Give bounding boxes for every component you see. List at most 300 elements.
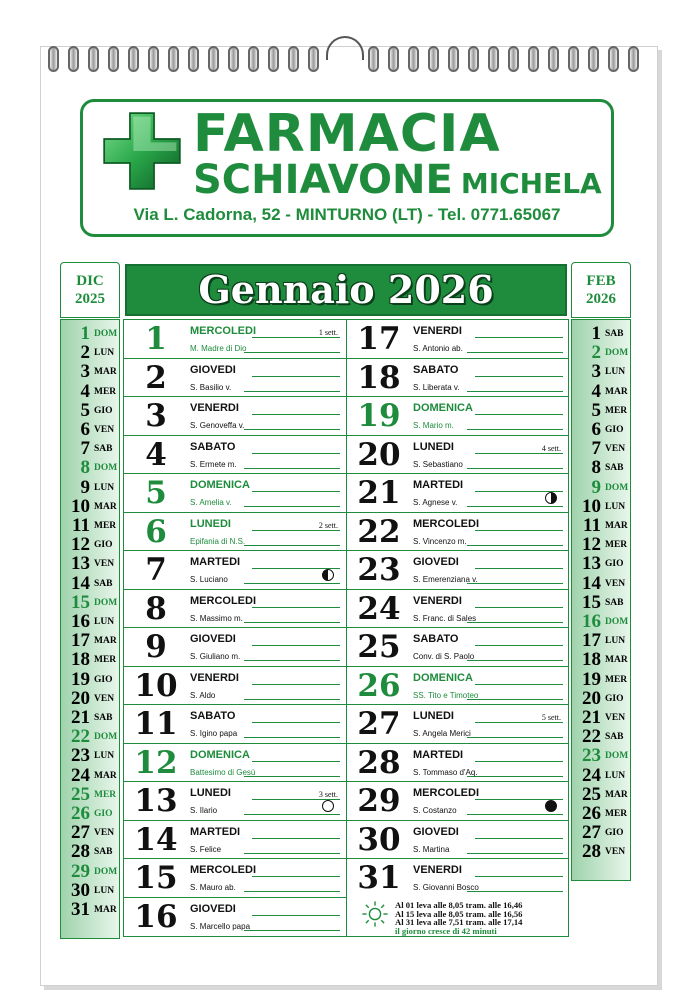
note-line <box>244 699 340 700</box>
month-title: Gennaio 2026 <box>198 267 494 312</box>
side-day-weekday: MER <box>605 540 628 551</box>
side-day-row <box>572 650 632 669</box>
side-day-row <box>572 458 632 477</box>
side-day-weekday: GIO <box>605 425 624 435</box>
binding-ring <box>528 46 539 72</box>
side-day-number: 24 <box>582 764 601 786</box>
side-day-number: 22 <box>71 726 90 748</box>
side-day-weekday: MER <box>94 655 117 666</box>
side-day-row <box>572 478 632 497</box>
day-row <box>347 397 569 436</box>
side-day-weekday: VEN <box>605 578 626 589</box>
day-saint: S. Mario m. <box>413 421 454 430</box>
day-row <box>347 513 569 552</box>
day-saint: S. Costanzo <box>413 806 457 815</box>
note-line <box>475 684 563 685</box>
note-line <box>467 776 563 777</box>
side-day-number: 16 <box>71 611 90 632</box>
day-row <box>124 474 346 513</box>
binding-ring <box>208 46 219 72</box>
note-line <box>252 684 340 685</box>
note-line <box>475 530 563 531</box>
day-weekday: VENERDI <box>413 594 462 607</box>
side-day-weekday: GIO <box>605 828 624 839</box>
side-day-weekday: GIO <box>94 540 113 551</box>
day-weekday: GIOVEDI <box>413 825 459 838</box>
day-saint: S. Ilario <box>190 806 218 815</box>
side-day-weekday: LUN <box>605 636 626 647</box>
side-day-row <box>61 900 121 919</box>
week-number: 2 sett. <box>316 521 338 530</box>
day-weekday: LUNEDI <box>413 440 454 453</box>
note-line <box>244 583 340 584</box>
side-day-row <box>61 343 121 362</box>
side-day-number: 28 <box>582 841 601 863</box>
side-day-weekday: MAR <box>605 521 628 531</box>
day-row <box>347 667 569 706</box>
note-line <box>467 429 563 430</box>
day-row <box>347 705 569 744</box>
month-title-bar <box>125 264 567 316</box>
side-day-weekday: SAB <box>605 463 624 474</box>
side-day-weekday: SAB <box>605 732 624 743</box>
side-day-weekday: MER <box>605 674 628 685</box>
side-day-row <box>572 497 632 516</box>
note-line <box>475 876 563 877</box>
note-line <box>244 660 340 661</box>
side-day-row <box>572 823 632 842</box>
side-day-weekday: DOM <box>605 348 629 359</box>
side-day-weekday: MAR <box>94 636 117 647</box>
day-number: 13 <box>134 783 178 819</box>
sun-line-1: Al 01 leva alle 8,05 tram. alle 16,46 <box>395 900 523 910</box>
day-saint: Battesimo di Gesù <box>190 767 256 777</box>
note-line <box>244 814 340 815</box>
side-day-number: 2 <box>80 342 90 364</box>
note-line <box>244 506 340 507</box>
day-row <box>347 320 569 359</box>
side-day-weekday: GIO <box>605 693 624 704</box>
side-day-number: 23 <box>582 745 601 767</box>
note-line <box>252 337 340 338</box>
day-weekday: MERCOLEDI <box>190 864 256 876</box>
day-weekday: VENERDI <box>413 864 462 876</box>
day-weekday: MERCOLEDI <box>190 594 256 607</box>
side-day-weekday: MER <box>94 789 117 800</box>
side-day-number: 2 <box>591 342 601 364</box>
side-day-number: 14 <box>71 572 90 594</box>
day-saint: Epifania di N.S. <box>190 536 246 546</box>
side-day-row <box>572 401 632 420</box>
binding-ring <box>48 46 59 72</box>
note-line <box>252 530 340 531</box>
note-line <box>475 607 563 608</box>
day-number: 29 <box>357 783 401 819</box>
day-number: 25 <box>357 629 401 665</box>
side-day-weekday: SAB <box>605 329 624 339</box>
pharmacy-header <box>80 99 614 237</box>
note-line <box>467 545 563 546</box>
day-saint: S. Martina <box>413 844 450 854</box>
side-day-weekday: LUN <box>94 617 115 627</box>
side-day-number: 16 <box>582 611 601 632</box>
side-day-number: 20 <box>71 687 90 709</box>
binding-ring <box>308 46 319 72</box>
days-column-right <box>347 320 570 936</box>
side-day-row <box>572 439 632 458</box>
day-number: 17 <box>357 321 401 357</box>
side-day-weekday: MAR <box>605 386 628 397</box>
note-line <box>467 814 563 815</box>
day-row <box>124 782 346 821</box>
side-day-number: 6 <box>80 419 90 440</box>
day-weekday: DOMENICA <box>413 402 473 414</box>
side-day-weekday: SAB <box>94 444 113 455</box>
day-number: 18 <box>357 359 401 396</box>
day-row <box>347 590 569 629</box>
day-row <box>347 628 569 667</box>
binding-ring <box>148 46 159 72</box>
day-weekday: MERCOLEDI <box>413 787 479 799</box>
side-day-number: 1 <box>80 323 90 344</box>
side-day-weekday: LUN <box>94 348 115 359</box>
binding-ring <box>188 46 199 72</box>
day-number: 8 <box>145 590 167 627</box>
side-day-number: 4 <box>591 380 601 402</box>
side-day-weekday: MAR <box>94 905 117 915</box>
side-day-number: 19 <box>71 668 90 690</box>
side-day-number: 8 <box>80 457 90 479</box>
binding-ring <box>588 46 599 72</box>
sun-times <box>395 901 522 935</box>
side-day-weekday: GIO <box>94 674 113 685</box>
side-day-weekday: VEN <box>605 713 626 723</box>
day-saint: S. Franc. di Sales <box>413 613 477 623</box>
day-weekday: VENERDI <box>190 671 239 684</box>
day-row <box>124 551 346 590</box>
moon-first-icon <box>545 492 557 504</box>
day-number: 10 <box>134 667 178 704</box>
day-number: 24 <box>357 590 401 627</box>
owner-surname: SCHIAVONE <box>193 157 453 203</box>
note-line <box>467 506 563 507</box>
day-weekday: GIOVEDI <box>413 556 459 568</box>
day-number: 12 <box>134 744 178 781</box>
note-line <box>252 491 340 492</box>
day-number: 26 <box>357 667 401 704</box>
side-day-row <box>61 574 121 593</box>
side-day-weekday: DOM <box>94 866 118 877</box>
day-saint: S. Felice <box>190 844 222 854</box>
prev-month-name: DIC <box>76 273 104 289</box>
note-line <box>244 737 340 738</box>
side-day-row <box>61 593 121 612</box>
side-day-row <box>572 516 632 535</box>
side-day-row <box>61 497 121 516</box>
note-line <box>252 722 340 723</box>
day-row <box>124 859 346 898</box>
day-saint: S. Liberata v. <box>413 382 460 392</box>
side-day-weekday: LUN <box>605 770 626 781</box>
pharmacy-cross-icon <box>99 108 185 194</box>
side-day-weekday: SAB <box>94 578 113 589</box>
note-line <box>467 737 563 738</box>
day-weekday: LUNEDI <box>190 517 231 530</box>
note-line <box>475 838 563 839</box>
day-number: 14 <box>134 821 178 858</box>
day-number: 20 <box>357 436 401 473</box>
day-weekday: MARTEDI <box>413 479 464 491</box>
binding-ring <box>608 46 619 72</box>
side-day-row <box>61 650 121 669</box>
side-day-number: 20 <box>582 687 601 709</box>
side-day-number: 12 <box>582 534 601 556</box>
day-row <box>124 705 346 744</box>
side-day-number: 25 <box>71 783 90 805</box>
note-line <box>475 376 563 377</box>
day-number: 1 <box>145 321 167 357</box>
day-saint: S. Basilio v. <box>190 382 232 392</box>
day-number: 11 <box>134 706 178 742</box>
side-day-row <box>61 324 121 343</box>
side-day-number: 1 <box>591 323 601 344</box>
note-line <box>244 930 340 931</box>
side-day-row <box>61 804 121 823</box>
side-day-number: 27 <box>582 822 601 844</box>
side-day-row <box>61 516 121 535</box>
binding-ring <box>408 46 419 72</box>
side-day-number: 18 <box>582 649 601 671</box>
day-number: 16 <box>134 898 178 935</box>
note-line <box>467 468 563 469</box>
side-day-row <box>572 382 632 401</box>
binding-ring <box>108 46 119 72</box>
side-day-weekday: MER <box>605 405 628 416</box>
side-day-number: 21 <box>582 707 601 728</box>
day-weekday: GIOVEDI <box>190 363 236 376</box>
side-day-number: 30 <box>71 879 90 901</box>
side-day-row <box>61 862 121 881</box>
binding-ring <box>568 46 579 72</box>
next-month-heading <box>571 262 631 318</box>
day-row <box>124 667 346 706</box>
next-month-column <box>571 319 631 881</box>
next-month-year: 2026 <box>586 291 616 307</box>
side-day-weekday: LUN <box>605 501 626 512</box>
month-grid <box>123 319 569 937</box>
sun-icon <box>361 900 389 928</box>
side-day-weekday: VEN <box>94 559 115 570</box>
side-day-number: 24 <box>71 764 90 786</box>
side-day-weekday: SAB <box>94 847 113 858</box>
note-line <box>252 838 340 839</box>
note-line <box>244 891 340 892</box>
side-day-weekday: SAB <box>605 597 624 608</box>
week-number: 3 sett. <box>316 790 338 799</box>
day-weekday: VENERDI <box>413 325 462 337</box>
side-day-weekday: VEN <box>605 444 626 455</box>
day-number: 3 <box>145 398 167 434</box>
day-saint: Conv. di S. Paolo <box>413 652 475 661</box>
day-weekday: SABATO <box>413 363 459 376</box>
side-day-row <box>61 420 121 439</box>
side-day-row <box>61 382 121 401</box>
side-day-number: 11 <box>72 515 90 536</box>
next-month-name: FEB <box>586 273 616 289</box>
week-number: 1 sett. <box>316 328 338 337</box>
day-weekday: DOMENICA <box>413 671 473 684</box>
side-day-number: 13 <box>71 553 90 575</box>
day-weekday: VENERDI <box>190 402 239 414</box>
side-day-row <box>61 842 121 861</box>
day-weekday: DOMENICA <box>190 479 250 491</box>
side-day-number: 17 <box>582 630 601 652</box>
day-row <box>124 513 346 552</box>
note-line <box>475 414 563 415</box>
days-column-left <box>124 320 347 936</box>
side-day-row <box>61 458 121 477</box>
side-day-weekday: LUN <box>605 367 626 378</box>
note-line <box>244 468 340 469</box>
side-day-row <box>61 631 121 650</box>
side-day-weekday: VEN <box>605 847 626 858</box>
note-line <box>252 414 340 415</box>
binding-ring <box>168 46 179 72</box>
day-number: 23 <box>357 552 401 588</box>
day-number: 21 <box>357 475 401 511</box>
side-day-row <box>572 766 632 785</box>
day-number: 31 <box>357 860 401 896</box>
day-weekday: DOMENICA <box>190 748 250 761</box>
note-line <box>467 583 563 584</box>
day-row <box>124 821 346 860</box>
note-line <box>475 645 563 646</box>
day-saint: S. Angela Merici <box>413 729 471 738</box>
week-number: 4 sett. <box>539 444 561 453</box>
side-day-row <box>572 708 632 727</box>
side-day-weekday: GIO <box>605 559 624 570</box>
binding-ring <box>228 46 239 72</box>
side-day-weekday: DOM <box>605 751 629 762</box>
side-day-row <box>572 631 632 650</box>
side-day-weekday: MER <box>94 521 117 531</box>
binding-ring <box>248 46 259 72</box>
note-line <box>252 376 340 377</box>
day-saint: S. Mauro ab. <box>190 883 236 892</box>
day-number: 27 <box>357 706 401 742</box>
day-row <box>347 782 569 821</box>
prev-month-column <box>60 319 120 939</box>
side-day-number: 10 <box>71 495 90 517</box>
day-row <box>124 898 346 937</box>
binding-ring <box>468 46 479 72</box>
day-saint: S. Giovanni Bosco <box>413 883 479 892</box>
binding-ring <box>368 46 379 72</box>
pharmacy-address: Via L. Cadorna, 52 - MINTURNO (LT) - Tel. 0771.65067 <box>133 205 561 224</box>
moon-new-icon <box>545 800 557 812</box>
side-day-row <box>61 478 121 497</box>
side-day-number: 19 <box>582 668 601 690</box>
side-day-number: 17 <box>71 630 90 652</box>
side-day-number: 27 <box>71 822 90 844</box>
side-day-number: 5 <box>591 399 601 421</box>
day-saint: S. Luciano <box>190 575 228 584</box>
day-weekday: SABATO <box>190 710 236 722</box>
side-day-row <box>572 593 632 612</box>
side-day-number: 21 <box>71 707 90 728</box>
day-row <box>347 744 569 783</box>
side-day-weekday: DOM <box>94 732 118 743</box>
side-day-row <box>572 804 632 823</box>
side-day-number: 31 <box>71 899 90 920</box>
day-number: 5 <box>145 475 167 511</box>
day-row <box>347 436 569 475</box>
day-row <box>124 359 346 398</box>
note-line <box>252 607 340 608</box>
note-line <box>475 722 563 723</box>
day-row <box>347 359 569 398</box>
note-line <box>244 545 340 546</box>
day-row <box>124 628 346 667</box>
day-weekday: GIOVEDI <box>190 633 236 645</box>
side-day-weekday: DOM <box>605 617 629 627</box>
side-day-number: 28 <box>71 841 90 863</box>
side-day-row <box>572 842 632 861</box>
day-saint: S. Vincenzo m. <box>413 536 467 546</box>
note-line <box>244 352 340 353</box>
side-day-row <box>61 535 121 554</box>
day-saint: S. Antonio ab. <box>413 344 463 353</box>
note-line <box>252 453 340 454</box>
side-day-weekday: MER <box>605 809 628 819</box>
side-day-weekday: MAR <box>94 770 117 781</box>
side-day-row <box>572 343 632 362</box>
note-line <box>467 891 563 892</box>
day-row <box>347 474 569 513</box>
day-weekday: MARTEDI <box>190 825 241 838</box>
day-row <box>347 551 569 590</box>
day-saint: S. Emerenziana v. <box>413 575 478 584</box>
note-line <box>244 853 340 854</box>
day-number: 4 <box>145 436 167 473</box>
note-line <box>467 622 563 623</box>
side-day-weekday: DOM <box>605 482 629 493</box>
day-weekday: MERCOLEDI <box>190 325 256 337</box>
side-day-number: 18 <box>71 649 90 671</box>
day-saint: S. Genoveffa v. <box>190 421 245 430</box>
binding-ring <box>128 46 139 72</box>
side-day-number: 12 <box>71 534 90 556</box>
side-day-number: 14 <box>582 572 601 594</box>
note-line <box>475 337 563 338</box>
side-day-row <box>61 823 121 842</box>
day-weekday: MARTEDI <box>413 748 464 761</box>
day-row <box>347 821 569 860</box>
side-day-row <box>572 420 632 439</box>
side-day-row <box>572 612 632 631</box>
side-day-row <box>572 746 632 765</box>
day-row <box>124 744 346 783</box>
note-line <box>244 391 340 392</box>
side-day-row <box>572 574 632 593</box>
day-saint: S. Giuliano m. <box>190 652 241 661</box>
side-day-weekday: DOM <box>94 463 118 474</box>
binding-ring <box>628 46 639 72</box>
side-day-row <box>61 612 121 631</box>
side-day-number: 11 <box>583 515 601 536</box>
side-day-number: 3 <box>80 361 90 383</box>
day-weekday: SABATO <box>413 633 459 645</box>
